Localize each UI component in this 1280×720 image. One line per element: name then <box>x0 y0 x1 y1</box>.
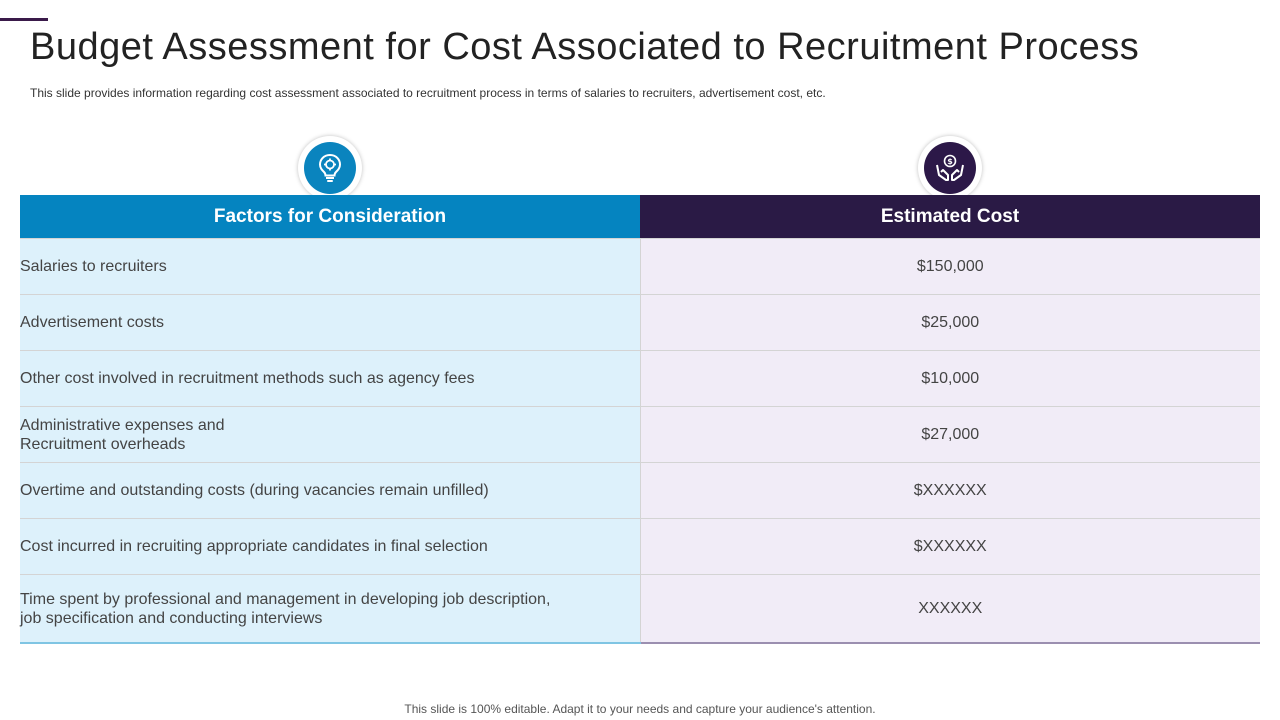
factor-cell <box>20 351 640 407</box>
factor-cell <box>20 407 640 463</box>
budget-table <box>20 195 1260 644</box>
cost-cell: $27,000 <box>640 407 1260 463</box>
page-title: Budget Assessment for Cost Associated to Recruitment Process <box>30 26 1140 68</box>
table-row <box>20 575 1260 644</box>
factor-text: Other cost involved in recruitment methods such as agency fees <box>20 370 475 387</box>
factor-text-line-2: job specification and conducting interviews <box>20 609 323 627</box>
factor-cell <box>20 239 640 295</box>
table-row <box>20 407 1260 463</box>
estimated-cost-column-header: Estimated Cost <box>640 195 1260 239</box>
factor-cell <box>20 295 640 351</box>
factor-text: Overtime and outstanding costs (during vacancies remain unfilled) <box>20 482 489 499</box>
factor-cell <box>20 575 640 644</box>
table-row <box>20 519 1260 575</box>
footer-note: This slide is 100% editable. Adapt it to your needs and capture your audience's attention. <box>404 702 876 716</box>
cost-cell: $10,000 <box>640 351 1260 407</box>
lightbulb-gear-icon <box>298 136 362 200</box>
table-row <box>20 351 1260 407</box>
table-row <box>20 239 1260 295</box>
factor-text-line-1: Administrative expenses and <box>20 416 225 434</box>
table-header-row <box>20 195 1260 239</box>
factor-cell <box>20 519 640 575</box>
hands-dollar-coin-icon <box>918 136 982 200</box>
table-row <box>20 463 1260 519</box>
table-row <box>20 295 1260 351</box>
factor-text: Cost incurred in recruiting appropriate candidates in final selection <box>20 538 488 555</box>
factor-text-line-1: Time spent by professional and management in developing job description, <box>20 590 551 608</box>
svg-text:$: $ <box>947 157 953 166</box>
cost-cell: $150,000 <box>640 239 1260 295</box>
cost-cell: $25,000 <box>640 295 1260 351</box>
factor-text-line-2: Recruitment overheads <box>20 435 186 453</box>
factor-text: Advertisement costs <box>20 314 165 331</box>
factor-cell <box>20 463 640 519</box>
page-subtitle: This slide provides information regarding cost assessment associated to recruitment process in terms of salaries to recruiters, advertisement cost, etc. <box>30 86 826 100</box>
factor-text: Salaries to recruiters <box>20 258 167 275</box>
cost-cell: $XXXXXX <box>640 519 1260 575</box>
factors-column-header: Factors for Consideration <box>20 195 640 239</box>
cost-cell: XXXXXX <box>640 575 1260 644</box>
cost-cell: $XXXXXX <box>640 463 1260 519</box>
title-accent-bar <box>0 18 48 21</box>
